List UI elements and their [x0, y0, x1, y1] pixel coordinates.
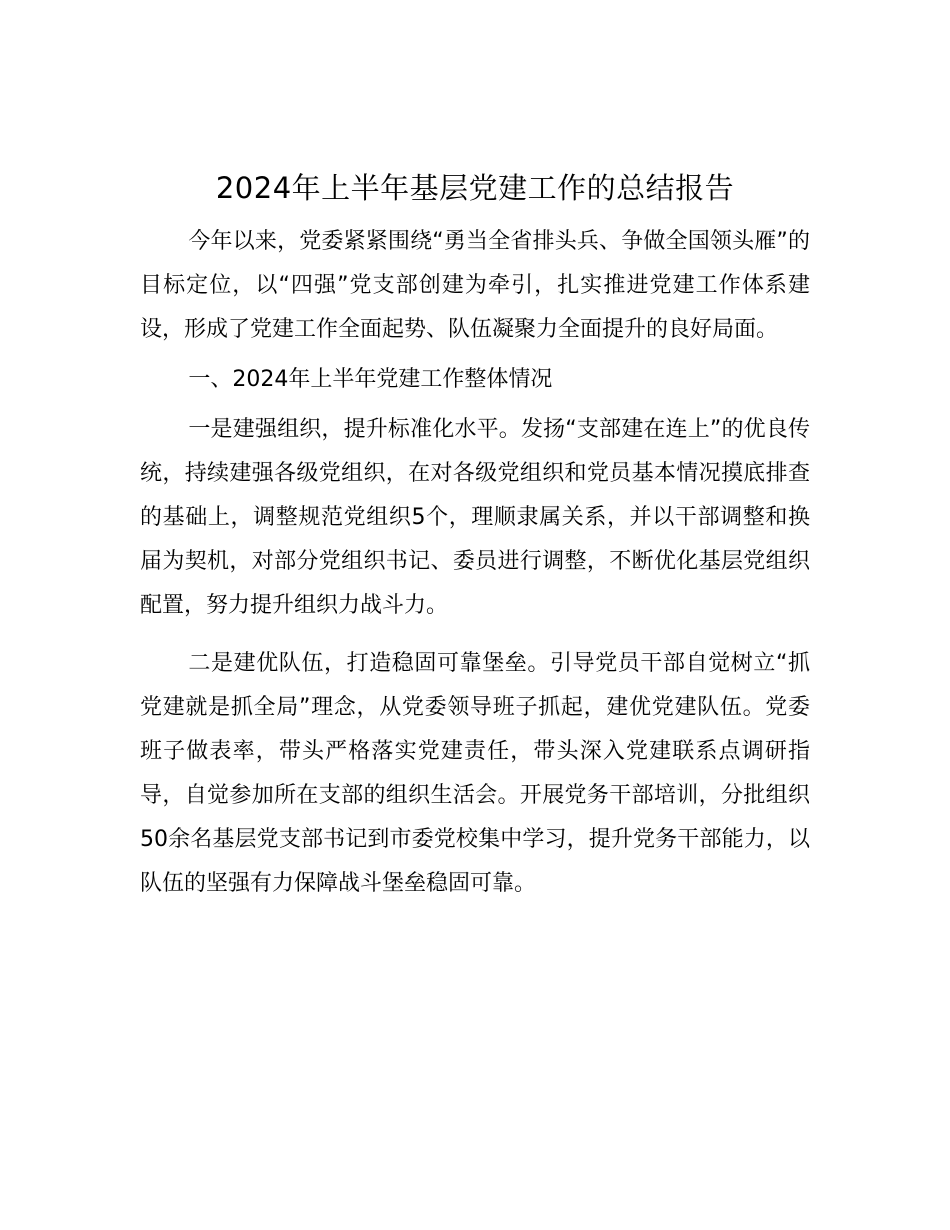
- document-body: [140, 220, 810, 906]
- document-title: 2024年上半年基层党建工作的总结报告: [215, 171, 735, 205]
- paragraph-team: 二是建优队伍，打造稳固可靠堡垒。引导党员干部自觉树立“抓党建就是抓全局”理念，从党委领导班子抓起，建优党建队伍。党委班子做表率，带头严格落实党建责任，带头深入党建联系点调研指导，自觉参加所在支部的组织生活会。开展党务干部培训，分批组织50余名基层党支部书记到市委党校集中学习，提升党务干部能力，以队伍的坚强有力保障战斗堡垒稳固可靠。: [140, 651, 810, 896]
- paragraph-intro: 今年以来，党委紧紧围绕“勇当全省排头兵、争做全国领头雁”的目标定位，以“四强”党支部创建为牵引，扎实推进党建工作体系建设，形成了党建工作全面起势、队伍凝聚力全面提升的良好局面。: [140, 229, 810, 342]
- paragraph-organization: 一是建强组织，提升标准化水平。发扬“支部建在连上”的优良传统，持续建强各级党组织，在对各级党组织和党员基本情况摸底排查的基础上，调整规范党组织5个，理顺隶属关系，并以干部调整和换届为契机，对部分党组织书记、委员进行调整，不断优化基层党组织配置，努力提升组织力战斗力。: [140, 417, 810, 618]
- section-heading: 一、2024年上半年党建工作整体情况: [188, 367, 553, 392]
